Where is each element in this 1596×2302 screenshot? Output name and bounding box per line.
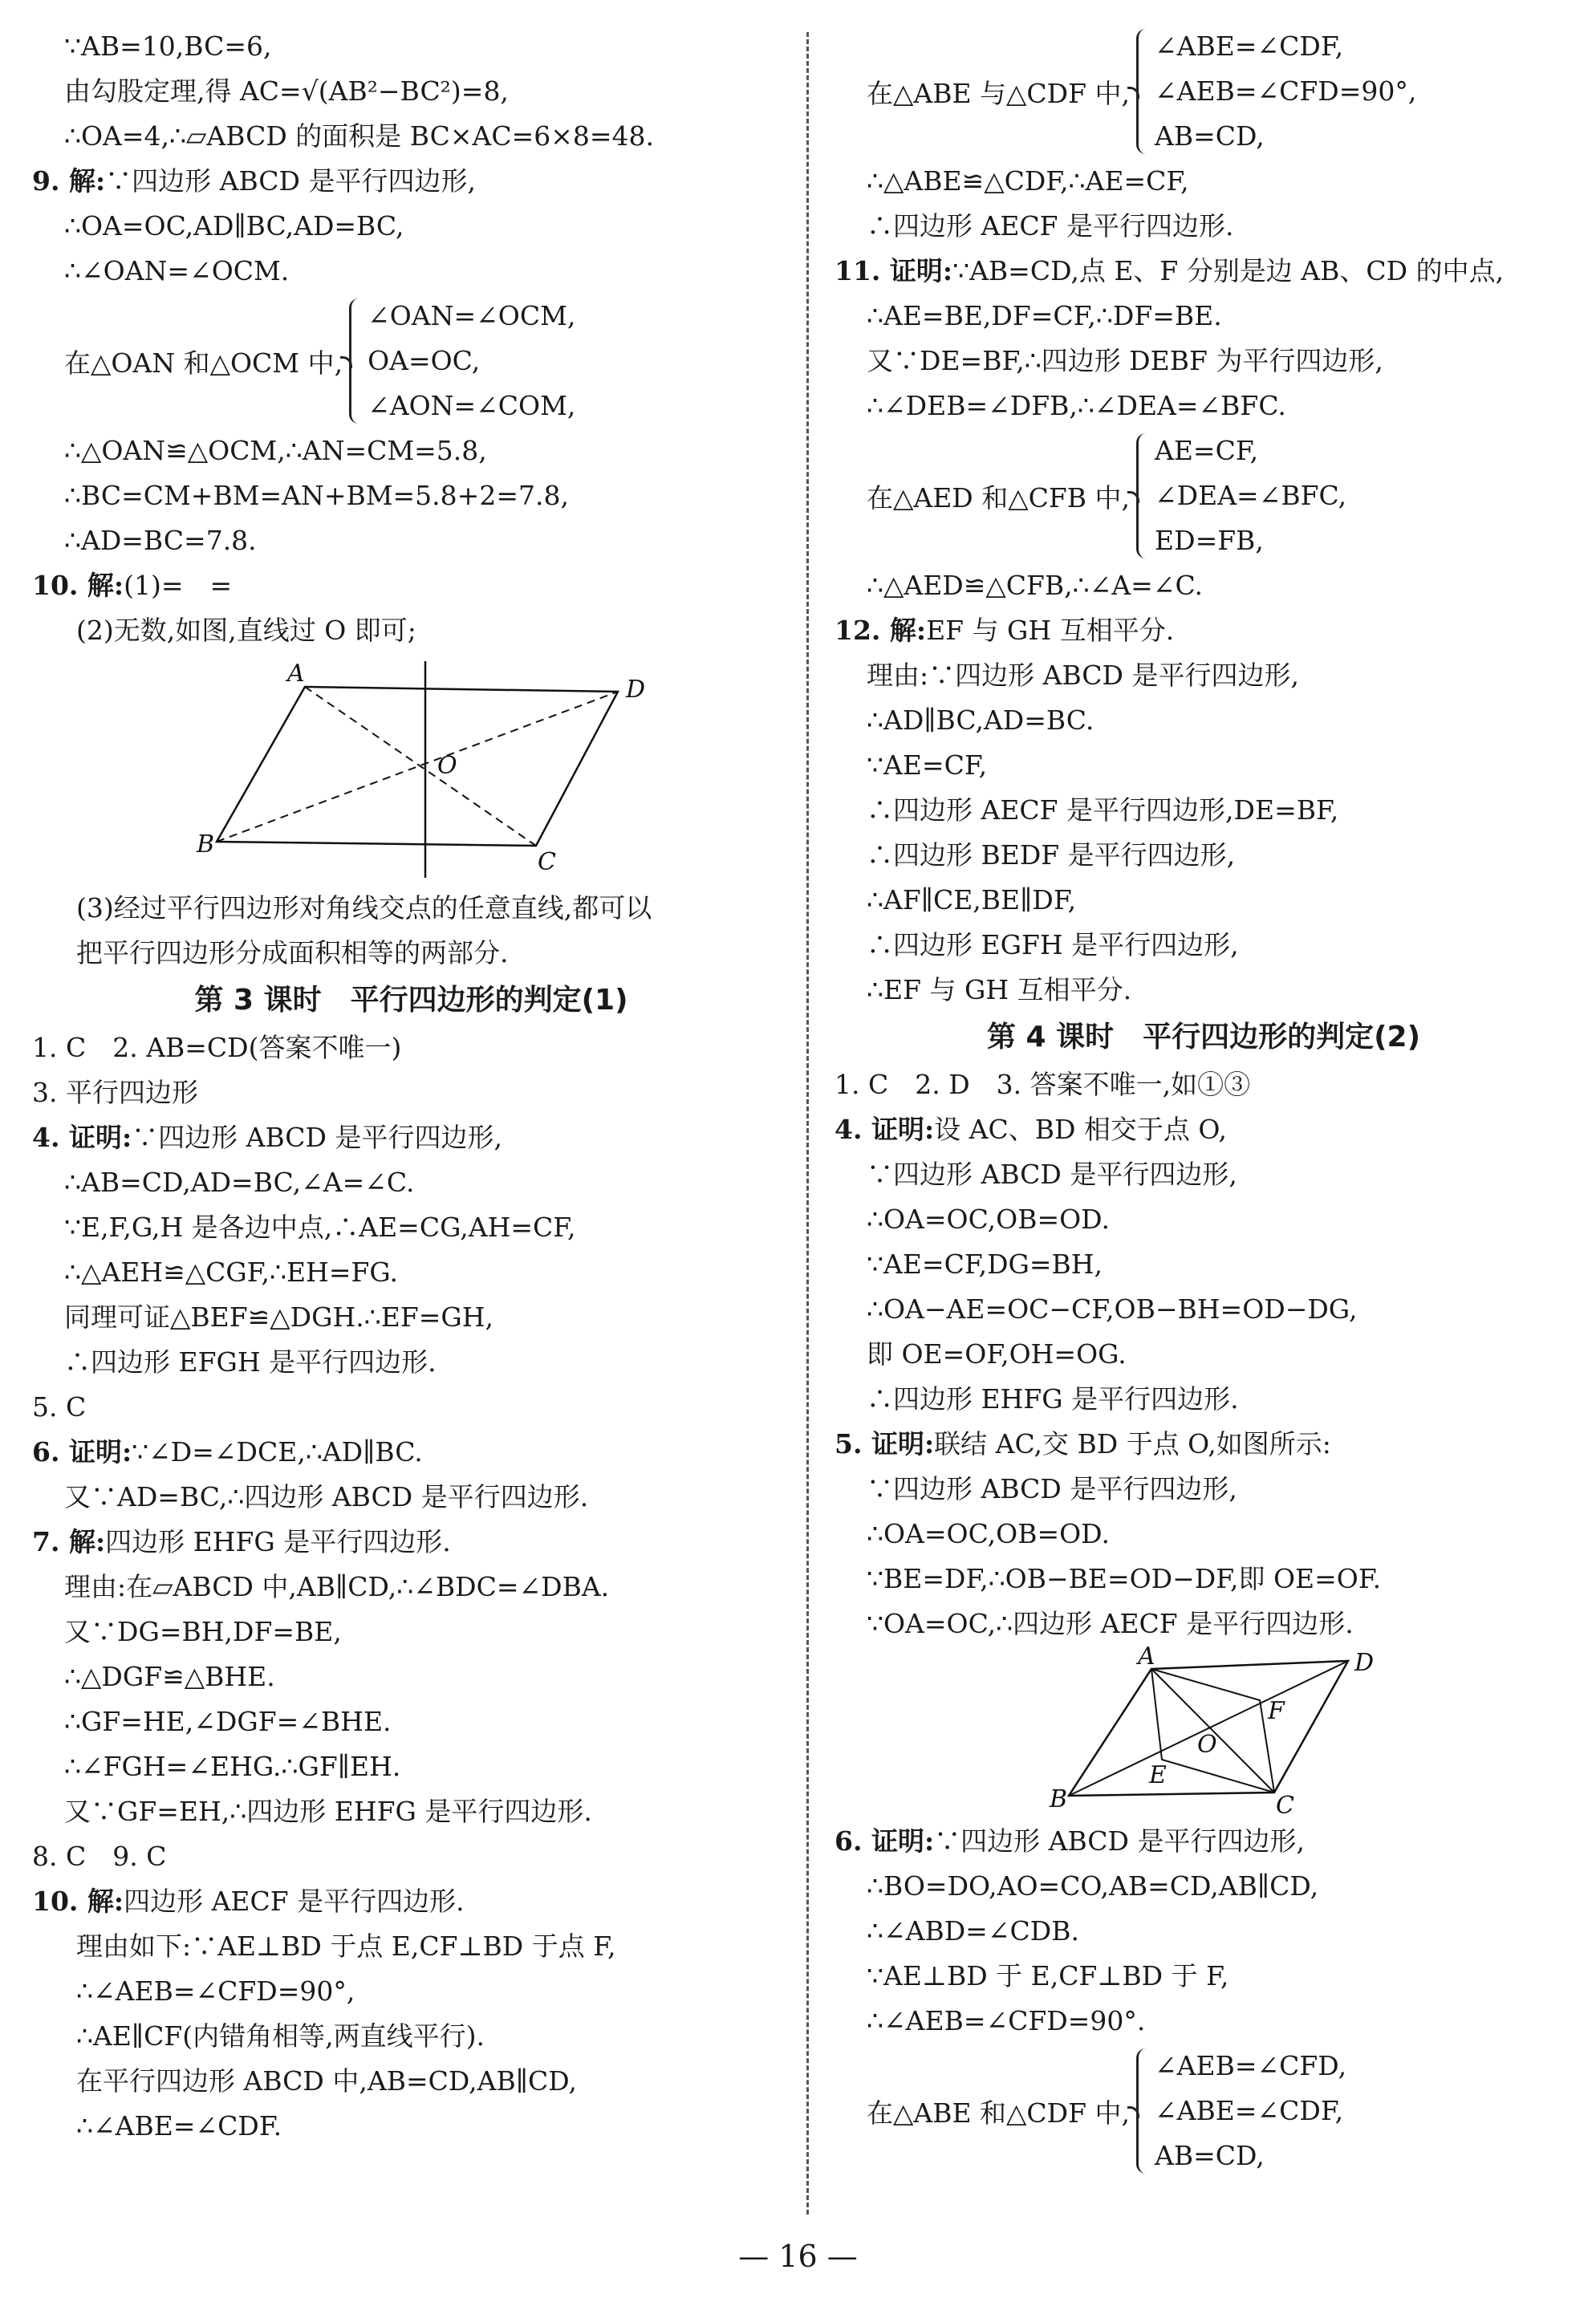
text-line: ∴OA=OC,AD∥BC,AD=BC,: [64, 210, 404, 242]
question-6: [32, 1430, 790, 1475]
text-line: 在平行四边形 ABCD 中,AB=CD,AB∥CD,: [76, 2065, 577, 2097]
column-divider: [806, 32, 809, 2215]
text-line: ∴OA=OC,OB=OD.: [867, 1204, 1110, 1235]
text-line: ∴△AED≌△CFB,∴∠A=∠C.: [867, 570, 1204, 601]
question-number: 6. 证明:: [835, 1825, 935, 1857]
text-line: 理由:在▱ABCD 中,AB∥CD,∴∠BDC=∠DBA.: [64, 1571, 610, 1602]
condition: ∠AEB=∠CFD,: [1155, 2050, 1347, 2081]
condition: ∠ABE=∠CDF,: [1155, 2095, 1344, 2126]
congruence-conditions: [32, 294, 790, 428]
section-heading: 第 3 课时 平行四边形的判定(1): [194, 984, 628, 1017]
text-line: ∴BC=CM+BM=AN+BM=5.8+2=7.8,: [64, 480, 569, 511]
text-line: ∴∠FGH=∠EHG.∴GF∥EH.: [64, 1751, 401, 1782]
question-7: [32, 1520, 790, 1565]
text-line: 8. C 9. C: [32, 1841, 167, 1872]
text-line: ∴四边形 AECF 是平行四边形,DE=BF,: [867, 794, 1339, 826]
text-line: (3)经过平行四边形对角线交点的任意直线,都可以: [76, 892, 652, 924]
point-label-f: F: [1268, 1697, 1285, 1725]
question-12: [835, 608, 1573, 653]
text-line: ∵∠D=∠DCE,∴AD∥BC.: [132, 1436, 423, 1468]
question-number: 11. 证明:: [835, 255, 953, 286]
question-number: 5. 证明:: [835, 1428, 935, 1460]
text-line: (2)无数,如图,直线过 O 即可;: [76, 615, 416, 646]
question-number: 12. 解:: [835, 615, 927, 646]
condition: ∠ABE=∠CDF,: [1155, 30, 1344, 62]
text-line: ∴AF∥CE,BE∥DF,: [867, 884, 1077, 916]
question-number: 6. 证明:: [32, 1436, 132, 1468]
text-line: 同理可证△BEF≌△DGH.∴EF=GH,: [64, 1301, 493, 1333]
brace: [349, 298, 363, 424]
vertex-label-d: D: [1354, 1649, 1375, 1677]
text-line: EF 与 GH 互相平分.: [926, 615, 1175, 646]
text-line: ∴△OAN≌△OCM,∴AN=CM=5.8,: [64, 435, 487, 466]
condition: OA=OC,: [368, 345, 481, 376]
text-line: ∴OA=4,∴▱ABCD 的面积是 BC×AC=6×8=48.: [64, 120, 655, 152]
text-line: ∵AE⊥BD 于 E,CF⊥BD 于 F,: [867, 1960, 1229, 1991]
text-line: ∵E,F,G,H 是各边中点,∴AE=CG,AH=CF,: [64, 1212, 576, 1243]
congruence-conditions: [835, 2044, 1573, 2178]
condition: ∠DEA=∠BFC,: [1155, 480, 1347, 511]
question-number: 4. 证明:: [835, 1114, 935, 1145]
parallelogram-figure-2: [835, 1646, 1573, 1819]
point-label-e: E: [1149, 1761, 1167, 1789]
question-number: 4. 证明:: [32, 1122, 132, 1153]
brace: [1136, 2048, 1150, 2174]
text-line: ∴AE=BE,DF=CF,∴DF=BE.: [867, 300, 1222, 331]
condition: AE=CF,: [1155, 435, 1259, 466]
text-line: 四边形 EHFG 是平行四边形.: [105, 1526, 451, 1557]
text-line: ∴四边形 EHFG 是平行四边形.: [867, 1383, 1239, 1415]
vertex-label-b: B: [197, 830, 215, 859]
text-line: ∴∠ABE=∠CDF.: [76, 2110, 282, 2142]
question-number: 10. 解:: [32, 1886, 124, 1917]
text-line: ∴∠OAN=∠OCM.: [64, 255, 290, 286]
center-label-o: O: [1197, 1731, 1217, 1759]
text-line: ∴四边形 AECF 是平行四边形.: [867, 210, 1234, 242]
case-lead: 在△OAN 和△OCM 中,: [64, 347, 343, 379]
condition: ∠AON=∠COM,: [368, 390, 576, 421]
text-line: 理由:∵四边形 ABCD 是平行四边形,: [867, 660, 1299, 691]
text-line: ∴GF=HE,∠DGF=∠BHE.: [64, 1706, 392, 1737]
vertex-label-b: B: [1050, 1785, 1068, 1813]
text-line: ∴四边形 BEDF 是平行四边形,: [867, 839, 1236, 871]
question-11: [835, 249, 1573, 294]
question-5: [835, 1422, 1573, 1467]
text-line: ∴△ABE≌△CDF,∴AE=CF,: [867, 165, 1189, 197]
text-line: 理由如下:∵AE⊥BD 于点 E,CF⊥BD 于点 F,: [76, 1931, 616, 1962]
condition: ∠AEB=∠CFD=90°,: [1155, 75, 1417, 107]
text-line: 1. C 2. D 3. 答案不唯一,如①③: [835, 1069, 1251, 1100]
text-line: 又∵DE=BF,∴四边形 DEBF 为平行四边形,: [867, 345, 1383, 376]
question-9: [32, 159, 790, 204]
condition: AB=CD,: [1155, 120, 1265, 152]
text-line: ∴AD∥BC,AD=BC.: [867, 704, 1094, 736]
question-10b: [32, 1879, 790, 1924]
text-line: ∵BE=DF,∴OB−BE=OD−DF,即 OE=OF.: [867, 1563, 1382, 1594]
brace: [1136, 29, 1150, 154]
left-column: [32, 24, 790, 2149]
text-line: ∴∠DEB=∠DFB,∴∠DEA=∠BFC.: [867, 390, 1286, 421]
brace: [1136, 433, 1150, 558]
text-line: 由勾股定理,得 AC=√(AB²−BC²)=8,: [64, 75, 509, 107]
text-line: ∴AE∥CF(内错角相等,两直线平行).: [76, 2020, 485, 2052]
question-number: 7. 解:: [32, 1526, 106, 1557]
text-line: 5. C: [32, 1391, 87, 1423]
vertex-label-a: A: [1138, 1646, 1155, 1671]
text-line: ∴∠ABD=∠CDB.: [867, 1915, 1079, 1947]
text-line: 又∵AD=BC,∴四边形 ABCD 是平行四边形.: [64, 1481, 589, 1512]
text-line: 又∵DG=BH,DF=BE,: [64, 1616, 342, 1647]
vertex-label-a: A: [287, 660, 305, 688]
text-line: ∴BO=DO,AO=CO,AB=CD,AB∥CD,: [867, 1870, 1319, 1902]
page-number: — 16 —: [738, 2239, 858, 2274]
text-line: ∵OA=OC,∴四边形 AECF 是平行四边形.: [867, 1608, 1354, 1639]
text-line: ∵AB=10,BC=6,: [64, 30, 272, 62]
text-line: 四边形 AECF 是平行四边形.: [124, 1886, 465, 1917]
text-line: ∴四边形 EFGH 是平行四边形.: [64, 1346, 437, 1378]
vertex-label-c: C: [1276, 1792, 1294, 1819]
text-line: 3. 平行四边形: [32, 1077, 198, 1108]
condition: AB=CD,: [1155, 2140, 1265, 2171]
text-line: ∴AB=CD,AD=BC,∠A=∠C.: [64, 1167, 415, 1198]
question-10: [32, 563, 790, 608]
question-number: 9. 解:: [32, 165, 106, 197]
text-line: ∵四边形 ABCD 是平行四边形,: [132, 1122, 502, 1153]
text-line: ∵四边形 ABCD 是平行四边形,: [105, 165, 476, 197]
text-line: 联结 AC,交 BD 于点 O,如图所示:: [934, 1428, 1331, 1460]
text-line: 即 OE=OF,OH=OG.: [867, 1338, 1127, 1370]
condition: ∠OAN=∠OCM,: [368, 300, 576, 331]
text-line: ∵四边形 ABCD 是平行四边形,: [867, 1473, 1237, 1504]
condition: ED=FB,: [1155, 525, 1264, 556]
parallelogram-figure-1: [32, 653, 790, 886]
question-4: [835, 1107, 1573, 1152]
text-line: ∴EF 与 GH 互相平分.: [867, 974, 1132, 1005]
text-line: ∵四边形 ABCD 是平行四边形,: [867, 1159, 1237, 1190]
case-lead: 在△ABE 与△CDF 中,: [867, 77, 1131, 109]
text-line: ∴△DGF≌△BHE.: [64, 1661, 275, 1692]
text-line: ∴∠AEB=∠CFD=90°.: [867, 2005, 1146, 2036]
vertex-label-d: D: [626, 676, 646, 704]
text-line: ∵AE=CF,: [867, 749, 988, 781]
text-line: ∵AB=CD,点 E、F 分别是边 AB、CD 的中点,: [952, 255, 1505, 286]
text-line: ∴OA=OC,OB=OD.: [867, 1518, 1110, 1549]
question-4: [32, 1115, 790, 1160]
text-line: 把平行四边形分成面积相等的两部分.: [76, 937, 509, 968]
text-line: ∴AD=BC=7.8.: [64, 525, 257, 556]
question-6: [835, 1819, 1573, 1864]
congruence-conditions: [835, 24, 1573, 159]
case-lead: 在△AED 和△CFB 中,: [867, 481, 1131, 514]
text-line: 又∵GF=EH,∴四边形 EHFG 是平行四边形.: [64, 1796, 592, 1827]
text-line: 设 AC、BD 相交于点 O,: [934, 1114, 1227, 1145]
text-line: ∴OA−AE=OC−CF,OB−BH=OD−DG,: [867, 1293, 1358, 1325]
text-line: 1. C 2. AB=CD(答案不唯一): [32, 1032, 402, 1063]
text-line: ∴四边形 EGFH 是平行四边形,: [867, 929, 1239, 960]
congruence-conditions: [835, 428, 1573, 563]
question-number: 10. 解:: [32, 570, 124, 601]
vertex-label-c: C: [538, 848, 556, 876]
case-lead: 在△ABE 和△CDF 中,: [867, 2097, 1131, 2129]
text-line: ∵AE=CF,DG=BH,: [867, 1248, 1103, 1280]
text-line: ∴∠AEB=∠CFD=90°,: [76, 1975, 355, 2007]
text-line: ∵四边形 ABCD 是平行四边形,: [934, 1825, 1305, 1857]
right-column: [835, 24, 1573, 2178]
text-line: ∴△AEH≌△CGF,∴EH=FG.: [64, 1257, 399, 1288]
text-line: (1)= =: [124, 570, 233, 601]
section-heading: 第 4 课时 平行四边形的判定(2): [986, 1021, 1421, 1054]
center-label-o: O: [437, 752, 457, 780]
